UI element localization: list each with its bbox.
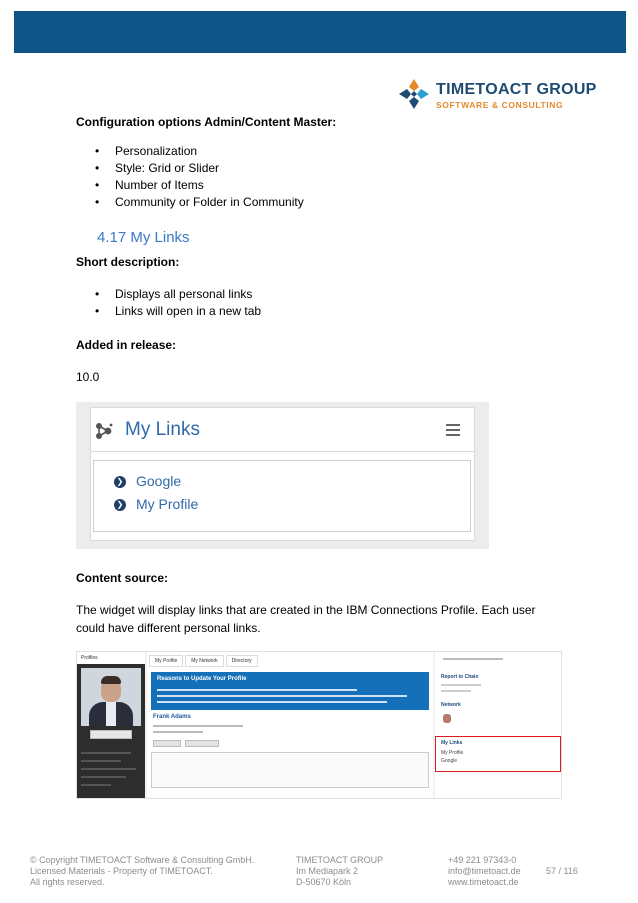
list-item: • Number of Items — [95, 177, 304, 194]
profile-tabs — [149, 655, 260, 667]
description-list — [95, 286, 261, 320]
list-item: • Style: Grid or Slider — [95, 160, 304, 177]
footer-line: Licensed Materials - Property of TIMETOACT. — [30, 866, 213, 876]
page-number: 57 / 116 — [546, 866, 578, 876]
chevron-right-icon: ❯ — [114, 499, 126, 511]
hamburger-menu-icon[interactable] — [446, 424, 460, 436]
link-item: Google — [441, 758, 458, 764]
config-heading: Configuration options Admin/Content Master: — [76, 115, 337, 129]
right-section-title: Network — [441, 702, 461, 708]
profile-main — [147, 652, 433, 799]
logo-subtitle: SOFTWARE & CONSULTING — [436, 100, 564, 110]
link-label: My Profile — [136, 496, 199, 512]
tab-my-profile: My Profile — [149, 655, 183, 667]
links-list — [93, 460, 471, 532]
content-source-paragraph: The widget will display links that are created in the IBM Connections Profile. Each user could have different personal links. — [76, 603, 536, 635]
status-box — [151, 752, 429, 788]
config-list — [95, 143, 304, 211]
list-item: • Personalization — [95, 143, 304, 160]
widget-title: My Links — [125, 419, 200, 440]
banner-title: Reasons to Update Your Profile — [157, 676, 247, 682]
release-heading: Added in release: — [76, 338, 177, 352]
footer-line: All rights reserved. — [30, 877, 105, 887]
footer-line: info@timetoact.de — [448, 866, 521, 876]
list-item: • Links will open in a new tab — [95, 303, 261, 320]
link-my-profile[interactable] — [114, 496, 198, 512]
footer-line: © Copyright TIMETOACT Software & Consulting GmbH. — [30, 855, 255, 865]
widget-header — [91, 408, 474, 452]
link-item: My Profile — [441, 750, 464, 756]
content-source-heading: Content source: — [76, 571, 169, 585]
release-value: 10.0 — [76, 370, 100, 384]
tab-my-network: My Network — [185, 655, 223, 667]
timetoact-logo-icon — [398, 78, 430, 110]
widget-screenshot — [76, 402, 489, 549]
profile-sidebar — [77, 652, 145, 799]
list-item: • Community or Folder in Community — [95, 194, 304, 211]
footer-line: TIMETOACT GROUP — [296, 855, 384, 865]
profile-photo — [81, 668, 141, 726]
profile-screenshot — [76, 651, 562, 799]
list-item: • Displays all personal links — [95, 286, 261, 303]
right-section-title: My Links — [441, 740, 463, 746]
logo-title: TIMETOACT GROUP — [436, 81, 597, 98]
update-profile-banner — [151, 672, 429, 710]
section-heading: 4.17 My Links — [97, 229, 190, 246]
footer-line: D-50670 Köln — [296, 877, 352, 887]
my-links-widget — [90, 407, 475, 541]
sidebar-title: Profiles — [77, 652, 145, 664]
link-label: Google — [136, 473, 182, 489]
avatar — [443, 714, 451, 723]
link-google[interactable] — [114, 473, 181, 489]
chevron-right-icon: ❯ — [114, 476, 126, 488]
right-section-title: Report to Chain — [441, 674, 479, 680]
footer-line: +49 221 97343-0 — [448, 855, 517, 865]
tab-directory: Directory — [226, 655, 258, 667]
footer-line: Im Mediapark 2 — [296, 866, 359, 876]
footer-copyright — [30, 855, 254, 888]
footer-line: www.timetoact.de — [448, 877, 519, 887]
company-logo — [398, 78, 598, 114]
profile-right-panel — [435, 652, 562, 799]
header-bar — [14, 11, 626, 53]
footer-address — [296, 855, 383, 888]
profile-name: Frank Adams — [153, 714, 191, 720]
network-nodes-icon — [95, 422, 113, 440]
sidebar-button — [90, 730, 132, 739]
short-description-heading: Short description: — [76, 255, 180, 269]
footer-contact — [448, 855, 521, 888]
